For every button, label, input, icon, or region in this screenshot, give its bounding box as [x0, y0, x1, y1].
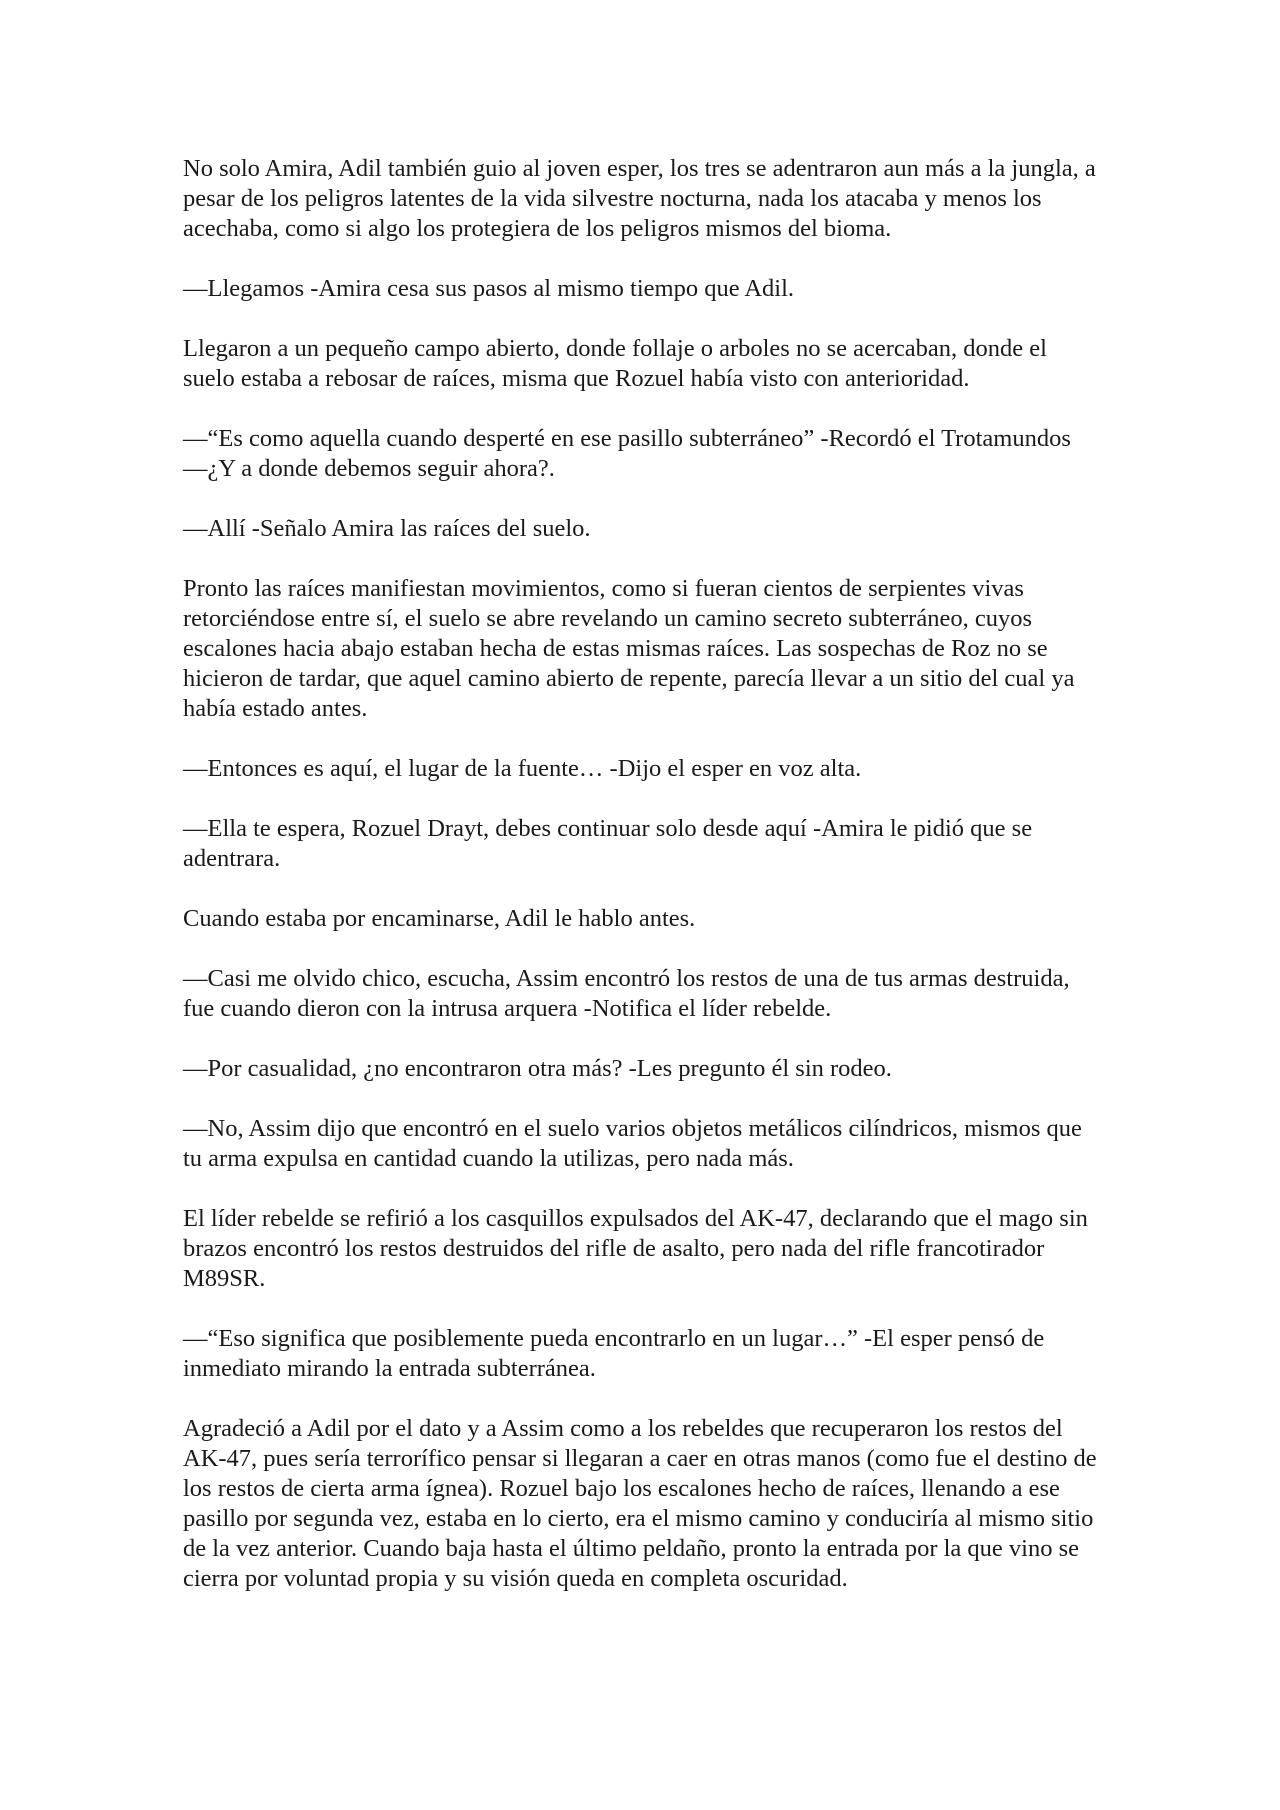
paragraph-10: —Casi me olvido chico, escucha, Assim encontró los restos de una de tus armas destruida, fue cuando dieron con la intrusa arquera -Notifica el líder rebelde.: [183, 965, 1070, 1022]
paragraph-7: —Entonces es aquí, el lugar de la fuente… -Dijo el esper en voz alta.: [183, 755, 862, 782]
paragraph-3: Llegaron a un pequeño campo abierto, donde follaje o arboles no se acercaban, donde el suelo estaba a rebosar de raíces, misma que Rozuel había visto con anterioridad.: [183, 335, 1047, 392]
paragraph-4: —“Es como aquella cuando desperté en ese pasillo subterráneo” -Recordó el Trotamundos —¿Y a donde debemos seguir ahora?.: [183, 425, 1071, 482]
paragraph-13: El líder rebelde se refirió a los casquillos expulsados del AK-47, declarando que el mago sin brazos encontró los restos destruidos del rifle de asalto, pero nada del rifle francotirador M89SR.: [183, 1205, 1088, 1292]
paragraph-6: Pronto las raíces manifiestan movimientos, como si fueran cientos de serpientes vivas retorciéndose entre sí, el suelo se abre revelando un camino secreto subterráneo, cuyos escalones hacia abajo estaban hecha de estas mismas raíces. Las sospechas de Roz no se hicieron de tardar, que aquel camino abierto de repente, parecía llevar a un sitio del cual ya había estado antes.: [183, 575, 1075, 722]
paragraph-2: —Llegamos -Amira cesa sus pasos al mismo tiempo que Adil.: [183, 275, 795, 302]
paragraph-1: No solo Amira, Adil también guio al joven esper, los tres se adentraron aun más a la jungla, a pesar de los peligros latentes de la vida silvestre nocturna, nada los atacaba y menos los acechaba, como si algo los protegiera de los peligros mismos del bioma.: [183, 155, 1096, 242]
paragraph-9: Cuando estaba por encaminarse, Adil le hablo antes.: [183, 905, 696, 932]
paragraph-14: —“Eso significa que posiblemente pueda encontrarlo en un lugar…” -El esper pensó de inmediato mirando la entrada subterránea.: [183, 1325, 1045, 1382]
paragraph-11: —Por casualidad, ¿no encontraron otra más? -Les pregunto él sin rodeo.: [183, 1055, 892, 1082]
document-body: [183, 154, 1098, 1624]
paragraph-12: —No, Assim dijo que encontró en el suelo varios objetos metálicos cilíndricos, mismos que tu arma expulsa en cantidad cuando la utilizas, pero nada más.: [183, 1115, 1082, 1172]
paragraph-15: Agradeció a Adil por el dato y a Assim como a los rebeldes que recuperaron los restos del AK-47, pues sería terrorífico pensar si llegaran a caer en otras manos (como fue el destino de los restos de cierta arma ígnea). Rozuel bajo los escalones hecho de raíces, llenando a ese pasillo por segunda vez, estaba en lo cierto, era el mismo camino y conduciría al mismo sitio de la vez anterior. Cuando baja hasta el último peldaño, pronto la entrada por la que vino se cierra por voluntad propia y su visión queda en completa oscuridad.: [183, 1415, 1097, 1592]
paragraph-5: —Allí -Señalo Amira las raíces del suelo.: [183, 515, 591, 542]
paragraph-8: —Ella te espera, Rozuel Drayt, debes continuar solo desde aquí -Amira le pidió que se adentrara.: [183, 815, 1033, 872]
